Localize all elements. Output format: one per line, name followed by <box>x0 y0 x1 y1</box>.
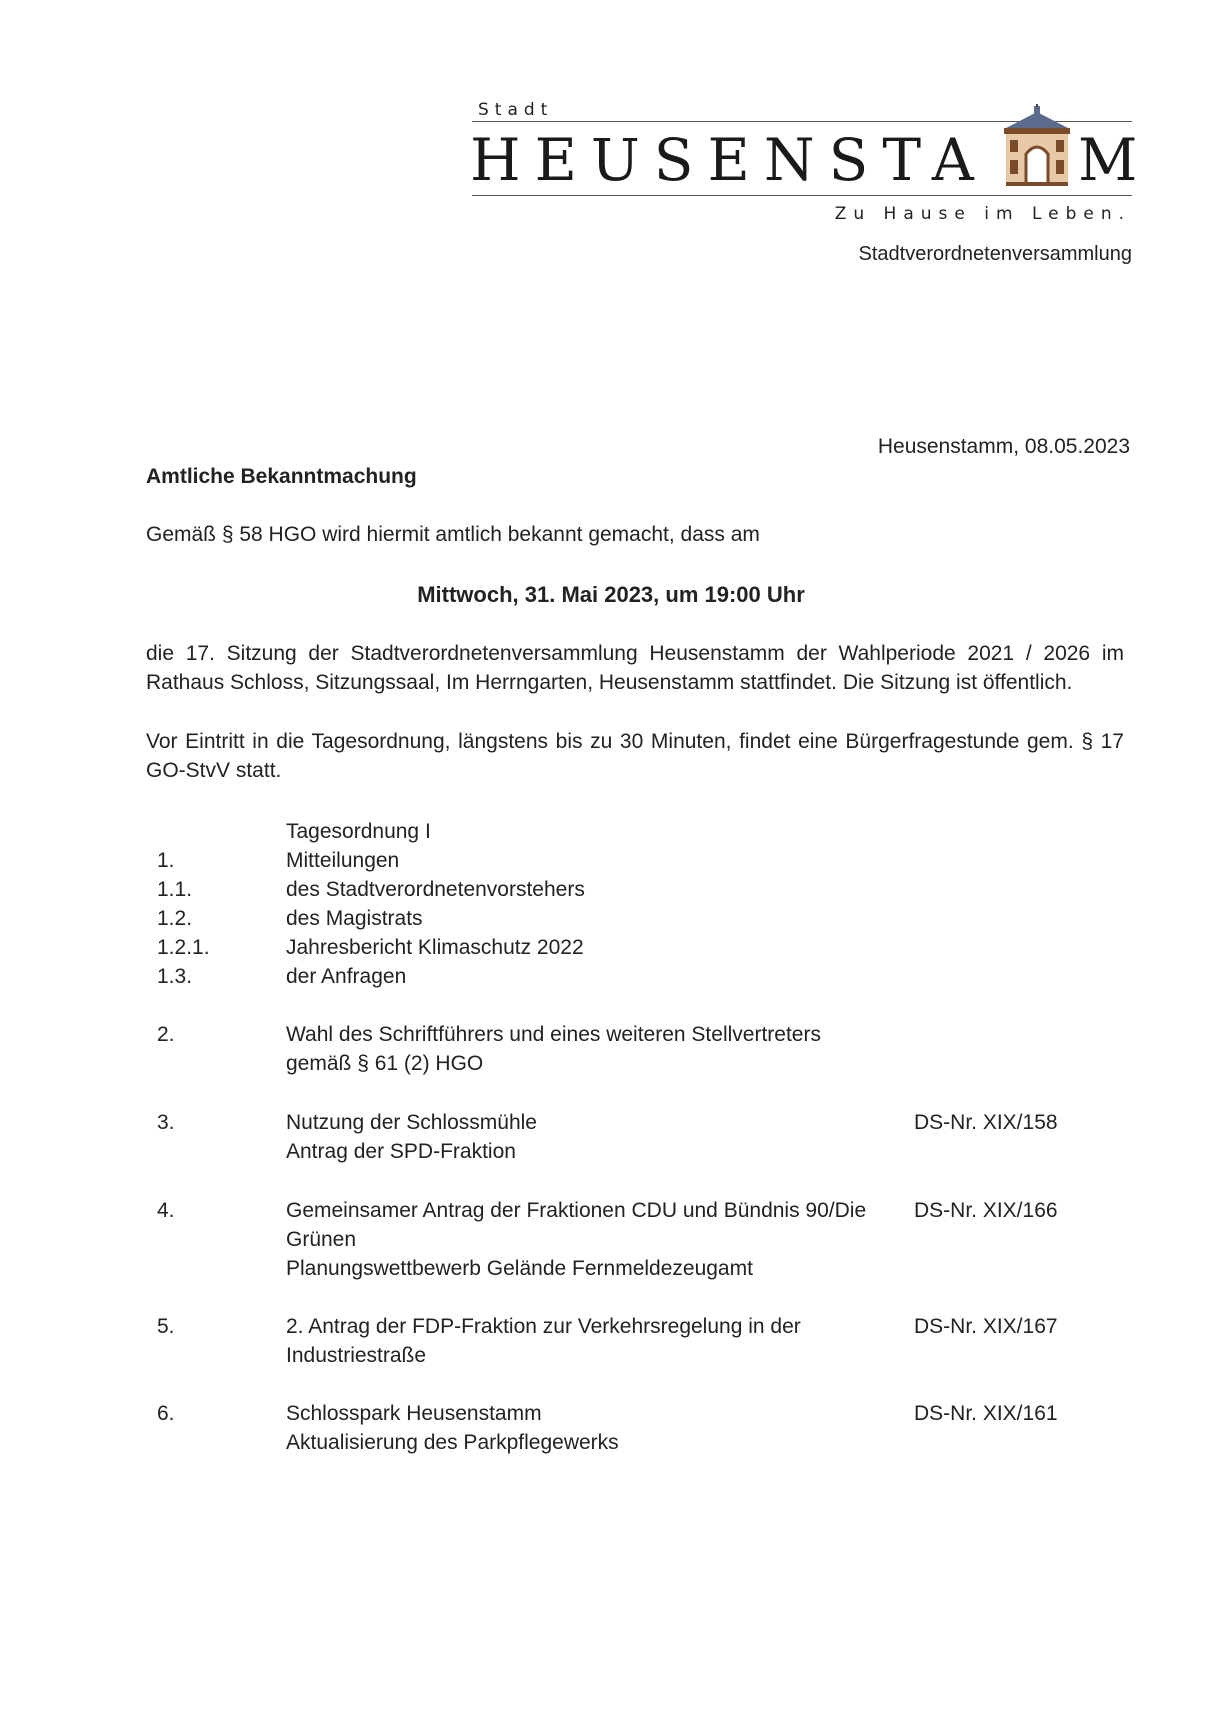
agenda-item-text: Planungswettbewerb Gelände Fernmeldezeugamt <box>286 1257 753 1280</box>
agenda-item-number: 1. <box>157 849 175 872</box>
agenda-item-number: 1.1. <box>157 878 193 901</box>
agenda-item-ds-number: DS-Nr. XIX/167 <box>914 1315 1058 1338</box>
logo-tagline: Zu Hause im Leben. <box>834 204 1131 224</box>
logo-rule-bottom <box>472 195 1132 196</box>
meeting-date: Mittwoch, 31. Mai 2023, um 19:00 Uhr <box>417 582 805 607</box>
agenda-item-ds-number: DS-Nr. XIX/161 <box>914 1402 1058 1425</box>
agenda-item-text: Wahl des Schriftführers und eines weiteren Stellvertreters <box>286 1023 821 1046</box>
agenda-item-ds-number: DS-Nr. XIX/158 <box>914 1111 1058 1134</box>
agenda-item-text: 2. Antrag der FDP-Fraktion zur Verkehrsregelung in der <box>286 1315 801 1338</box>
logo-town-name-last: M <box>1078 126 1138 194</box>
department-name: Stadtverordnetenversammlung <box>858 243 1132 265</box>
castle-building-icon <box>1000 104 1074 186</box>
logo-town-name: HEUSENSTA <box>470 126 988 194</box>
paragraph-citizen-questions: Vor Eintritt in die Tagesordnung, längstens bis zu 30 Minuten, findet eine Bürgerfragestunde gem. § 17 GO-StvV statt. <box>146 730 1124 782</box>
agenda-item-text: Industriestraße <box>286 1344 427 1367</box>
agenda-item-number: 5. <box>157 1315 175 1338</box>
agenda-item-text: gemäß § 61 (2) HGO <box>286 1052 484 1075</box>
agenda-item-text: Jahresbericht Klimaschutz 2022 <box>286 936 584 959</box>
paragraph-session: die 17. Sitzung der Stadtverordnetenversammlung Heusenstamm der Wahlperiode 2021 / 2026 im Rathaus Schloss, Sitzungssaal, Im Herrngarten, Heusenstamm stattfindet. Die Sitzung ist öffentlich. <box>146 642 1124 694</box>
logo-stadt-label: Stadt <box>478 100 554 120</box>
announcement-heading: Amtliche Bekanntmachung <box>146 465 417 488</box>
agenda-item-number: 3. <box>157 1111 175 1134</box>
agenda-item-text: Aktualisierung des Parkpflegewerks <box>286 1431 619 1454</box>
agenda-item-text: Schlosspark Heusenstamm <box>286 1402 542 1425</box>
agenda-item-text: Antrag der SPD-Fraktion <box>286 1140 516 1163</box>
agenda-item-text: der Anfragen <box>286 965 407 988</box>
date-line: Heusenstamm, 08.05.2023 <box>877 435 1130 458</box>
agenda-title: Tagesordnung I <box>286 820 431 843</box>
agenda-item-number: 4. <box>157 1199 175 1222</box>
agenda-item-text: Gemeinsamer Antrag der Fraktionen CDU und Bündnis 90/Die <box>286 1199 867 1222</box>
intro-text: Gemäß § 58 HGO wird hiermit amtlich bekannt gemacht, dass am <box>146 523 760 546</box>
agenda-item-number: 1.3. <box>157 965 193 988</box>
agenda-item-text: des Stadtverordnetenvorstehers <box>286 878 585 901</box>
agenda-item-number: 2. <box>157 1023 175 1046</box>
agenda-item-text: Grünen <box>286 1228 357 1251</box>
agenda-item-number: 6. <box>157 1402 175 1425</box>
agenda-item-text: Mitteilungen <box>286 849 400 872</box>
agenda-item-text: Nutzung der Schlossmühle <box>286 1111 537 1134</box>
agenda-item-text: des Magistrats <box>286 907 423 930</box>
agenda-item-number: 1.2.1. <box>157 936 210 959</box>
agenda-item-ds-number: DS-Nr. XIX/166 <box>914 1199 1058 1222</box>
agenda-item-number: 1.2. <box>157 907 193 930</box>
